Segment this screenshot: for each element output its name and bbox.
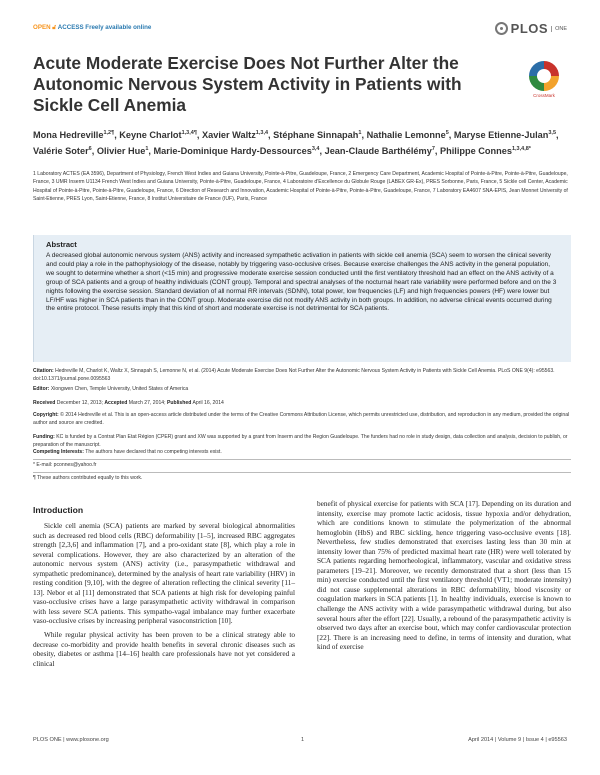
citation (33, 368, 571, 383)
divider (33, 459, 571, 460)
author[interactable]: Valérie Soter$^6$ (33, 145, 92, 156)
journal-link[interactable]: PLOS ONE | www.plosone.org (33, 737, 109, 743)
author[interactable]: Marie-Dominique Hardy-Dessources$^{3,4}$ (153, 145, 320, 156)
paragraph: benefit of physical exercise for patients with SCA [17]. Depending on its duration and intensity, exercise may promote lactic acidosis, tissue hypoxia and/or dehydration, which are conditions known to stimulate the polymerization of the abnormal hemoglobin (HbS) and RBC sickling, hence triggering vaso-occlusive events [18]. Nevertheless, few studies demonstrated that exercises lasting less than 30 min at intensity lower than 75% of predicted maximal heart rate (HR) were well tolerated by SCA patients regarding hemorheological, inflammatory, vascular and oxidative stress parameters [19–21]. Moreover, we recently demonstrated that a short (less than 15 min) exercise conducted until the first ventilatory threshold (VT1; moderate intensity) did not cause supplemental alterations in RBC deformability, blood viscosity or coagulation markers in SCA patients [1]. In healthy individuals, exercise is known to challenge the ANS activity with a wide parasympathetic withdrawal during, but also several hours after the effort [22]. Usually, a rebound of the parasympathetic activity is observed two days after an exercise bout, which may confer cardiovascular protection [22]. There is an increasing need to define, in terms of intensity and duration, what kind of exercise (317, 499, 571, 652)
plos-one-logo[interactable] (495, 21, 567, 36)
author[interactable]: Olivier Hue$^1$ (96, 145, 149, 156)
author[interactable]: Mona Hedreville$^{1,2\P}$ (33, 130, 115, 141)
editor-line (33, 386, 571, 394)
copyright (33, 412, 571, 427)
published-date: April 16, 2014 (192, 400, 224, 406)
editor-label: Editor: (33, 386, 50, 392)
abstract-box (33, 235, 571, 362)
plos-logo-icon (495, 22, 508, 35)
affiliations: 1 Laboratory ACTES (EA 3596), Department of Physiology, French West Indies and Guiana University, Pointe-à-Pitre, Guadeloupe, France, 2 Emergency Care Department, Academic Hospital of Pointe-à-Pitre, Pointe-à-Pitre, Guadeloupe, France, 3 UMR Inserm U1134 French West Indies and Guiana University, Pointe-à-Pitre, Guadeloupe, France, 4 Laboratoire d'Excellence du Globule Rouge (LABEX GR-Ex), PRES Sorbonne, Paris, France, 5 Sickle cell Center, Academic Hospital of Pointe-à-Pitre, Pointe-à-Pitre, Guadeloupe, France, 6 Direction of Research and Innovation, Academic Hospital of Pointe-à-Pitre, Pointe-à-Pitre, Guadeloupe, France, 7 Laboratory EA4607 SNA-EPIS, Jean Monnet University of Saint-Etienne, PRES Lyon, Saint-Etienne, France, 8 Institut Universitaire de France (IUF), Paris, France (33, 171, 568, 203)
author[interactable]: Stéphane Sinnapah$^1$ (273, 130, 362, 141)
page-footer (33, 737, 567, 747)
citation-label: Citation: (33, 368, 54, 374)
author[interactable]: Nathalie Lemonne$^5$ (366, 130, 449, 141)
abstract-body: A decreased global autonomic nervous system (ANS) activity and increased sympathetic activation in patients with sickle cell anemia (SCA) seem to worsen the clinical severity and could play a role in the pathophysiology of the disease, notably by triggering vaso-occlusive crises. Because exercise challenges the ANS activity in the general population, we sought to determine whether a short (<15 min) and progressive moderate exercise session conducted until the first ventilatory threshold had an effect on the ANS activity of a group of SCA patients and a group of healthy individuals (CONT group). Temporal and spectral analyses of the nocturnal heart rate variability were performed before and on the 3 nights following the exercise session. Standard deviation of all normal RR intervals (SDNN), total power, low frequencies (LF) and high frequencies powers (HF) were lower but LF/HF was higher in SCA patients than in the CONT group. Moderate exercise did not modify ANS activity in both groups. In addition, no adverse clinical events occurred during the entire protocol. These results imply that this kind of short and moderate exercise is not detrimental for SCA patients. (46, 252, 557, 313)
crossmark-badge[interactable] (522, 61, 566, 98)
author[interactable]: Xavier Waltz$^{1,3,4}$ (202, 130, 269, 141)
abstract-heading: Abstract (46, 240, 77, 249)
plos-brand: PLOS (510, 21, 549, 36)
introduction-heading: Introduction (33, 505, 84, 515)
funding-text: KC is funded by a Contrat Plan Etat Région (CPER) grant and XW was supported by a grant from Inserm and the Region Guadeloupe. The funders had no role in study design, data collection and analysis, decision to publish, or preparation of the manuscript. (33, 434, 568, 448)
funding (33, 434, 571, 449)
email-line[interactable]: * E-mail: pconnes@yahoo.fr (33, 462, 97, 468)
open-access-banner (33, 24, 151, 32)
article-title: Acute Moderate Exercise Does Not Further Alter the Autonomic Nervous System Activity in Patients with Sickle Cell Anemia (33, 53, 462, 115)
dates-line: Received December 12, 2013; Accepted March 27, 2014; Published April 16, 2014 (33, 400, 224, 406)
issue-info: April 2014 | Volume 9 | Issue 4 | e95563 (468, 737, 567, 743)
page-number: 1 (301, 737, 305, 743)
divider (33, 472, 571, 473)
crossmark-icon (529, 61, 559, 91)
author[interactable]: Jean-Claude Barthélémy$^7$ (324, 145, 435, 156)
paragraph: Sickle cell anemia (SCA) patients are marked by several biological abnormalities such as decreased red blood cells (RBC) deformability [1–5], increased RBC aggregates strength [2,3,6] and inflammation [7], and a pro-oxidant state [8], which play a role in several complications. However, they are also characterized by an alteration of the autonomic nervous system (ANS) activity (i.e., parasympathetic withdrawal and sympathetic predominance), determined by the analysis of heart rate variability (HRV) in resting condition [9,10], with the degree of alteration reflecting the clinical severity [11–13]. Nebor et al [11] demonstrated that SCA patients at high risk for developing painful vaso-occlusive crises have a large parasympathetic activity withdrawal in comparison with less severe SCA patients. This sympatho-vagal imbalance may further exacerbate vaso-occlusive crises by increasing peripheral vasoconstriction [10]. (33, 521, 295, 626)
author[interactable]: Philippe Connes$^{1,3,4,8*}$ (439, 145, 531, 156)
competing-interests (33, 449, 571, 457)
equal-contribution: ¶ These authors contributed equally to this work. (33, 475, 143, 481)
received-date: December 12, 2013; (56, 400, 103, 406)
crossmark-label: CrossMark (533, 93, 555, 98)
author[interactable]: Keyne Charlot$^{1,3,4\P}$ (119, 130, 197, 141)
right-column (317, 499, 571, 656)
copyright-label: Copyright: (33, 412, 59, 418)
left-column (33, 521, 295, 672)
funding-label: Funding: (33, 434, 55, 440)
competing-text: The authors have declared that no competing interests exist. (85, 449, 222, 455)
editor-text: Xiongwen Chen, Temple University, United States of America (50, 386, 189, 392)
paragraph: While regular physical activity has been proven to be a clinical strategy able to decrease co-morbidity and provide health benefits in several chronic diseases such as obesity, diabetes or asthma [14–16] health care professionals have not yet considered a clinical (33, 630, 295, 668)
journal-header (33, 21, 567, 37)
author-list: Mona Hedreville$^{1,2\P}$, Keyne Charlot$^{1,3,4\P}$, Xavier Waltz$^{1,3,4}$, Stéphane Sinnapah$^1$, Nathalie Lemonne$^5$, Maryse Etienne-Julan$^{3,5}$, Valérie Soter$^6$, Olivier Hue$^1$, Marie-Dominique Hardy-Dessources$^{3,4}$, Jean-Claude Barthélémy$^7$, Philippe Connes$^{1,3,4,8*}$ (33, 130, 559, 156)
author[interactable]: Maryse Etienne-Julan$^{3,5}$ (453, 130, 557, 141)
accepted-date: March 27, 2014; (128, 400, 166, 406)
citation-text: Hedreville M, Charlot K, Waltz X, Sinnapah S, Lemonne N, et al. (2014) Acute Moderate Exercise Does Not Further Alter the Autonomic Nervous System Activity in Patients with Sickle Cell Anemia. PLoS ONE 9(4): e95563. doi:10.1371/journal.pone.0095563 (33, 368, 555, 382)
open-label: OPEN (33, 24, 51, 31)
open-access-label: ACCESS Freely available online (57, 24, 152, 31)
open-lock-icon: 🔓︎ (52, 24, 57, 31)
competing-label: Competing Interests: (33, 449, 84, 455)
copyright-text: © 2014 Hedreville et al. This is an open-access article distributed under the terms of the Creative Commons Attribution License, which permits unrestricted use, distribution, and reproduction in any medium, provided the original author and source are credited. (33, 412, 570, 426)
plos-one-label: ONE (551, 26, 567, 32)
